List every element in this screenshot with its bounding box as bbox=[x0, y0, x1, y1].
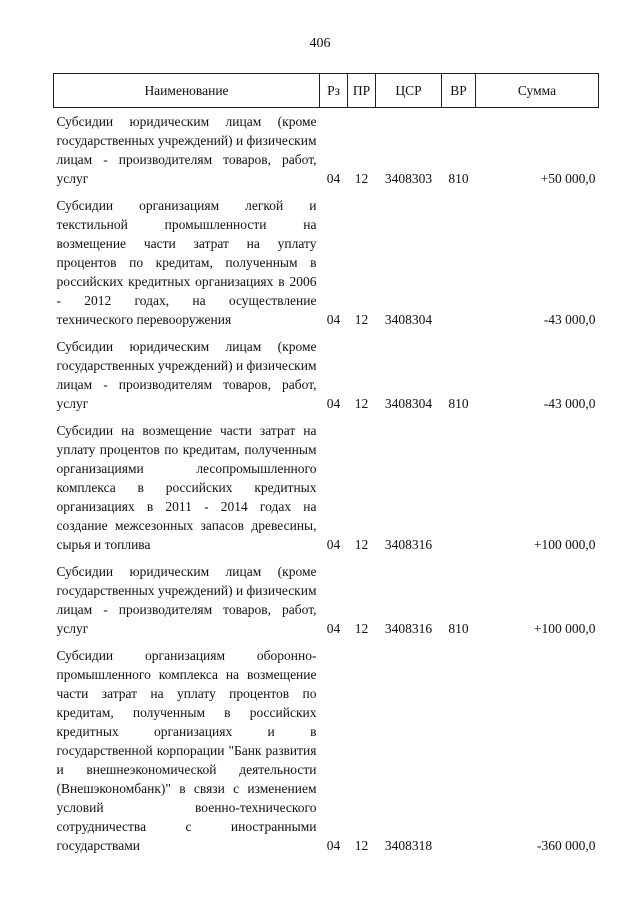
row-pr: 12 bbox=[354, 537, 369, 552]
row-sum: -43 000,0 bbox=[543, 396, 596, 411]
table-row bbox=[54, 417, 599, 558]
row-name: Субсидии на возмещение части затрат на уплату процентов по кредитам, полученным организациями лесопромышленного комплекса в российских кредитных организациях в 2011 - 2014 годах на создание межсезонных запасов древесины, сырья и топлива bbox=[56, 423, 317, 552]
table-row bbox=[54, 642, 599, 859]
header-pr: ПР bbox=[348, 74, 376, 108]
table-row bbox=[54, 192, 599, 333]
row-csr: 3408304 bbox=[384, 396, 433, 411]
row-name: Субсидии юридическим лицам (кроме государственных учреждений) и физическим лицам - производителям товаров, работ, услуг bbox=[56, 114, 317, 186]
row-rz: 04 bbox=[326, 396, 341, 411]
row-name: Субсидии юридическим лицам (кроме государственных учреждений) и физическим лицам - производителям товаров, работ, услуг bbox=[56, 339, 317, 411]
table-row bbox=[54, 558, 599, 642]
row-sum: +100 000,0 bbox=[533, 621, 596, 636]
table-row bbox=[54, 333, 599, 417]
header-csr: ЦСР bbox=[376, 74, 442, 108]
header-name: Наименование bbox=[54, 74, 320, 108]
row-vr: 810 bbox=[448, 621, 469, 636]
row-rz: 04 bbox=[326, 312, 341, 327]
row-csr: 3408318 bbox=[384, 838, 433, 853]
budget-table bbox=[53, 73, 599, 859]
row-pr: 12 bbox=[354, 838, 369, 853]
row-sum: -360 000,0 bbox=[537, 838, 596, 853]
row-sum: +100 000,0 bbox=[533, 537, 596, 552]
row-name: Субсидии организациям оборонно-промышленного комплекса на возмещение части затрат на уплату процентов по кредитам, полученным в российских кредитных организациях и в государственной корпорации "Банк развития и внешнеэкономической деятельности (Внешэкономбанк)" в связи с изменением условий военно-технического сотрудничества с иностранными государствами bbox=[56, 648, 317, 853]
row-rz: 04 bbox=[326, 838, 341, 853]
row-sum: -43 000,0 bbox=[543, 312, 596, 327]
page-number: 406 bbox=[309, 36, 331, 51]
row-sum: +50 000,0 bbox=[540, 171, 596, 186]
row-csr: 3408303 bbox=[384, 171, 433, 186]
row-csr: 3408304 bbox=[384, 312, 433, 327]
row-vr: 810 bbox=[448, 396, 469, 411]
row-pr: 12 bbox=[354, 396, 369, 411]
row-name: Субсидии юридическим лицам (кроме государственных учреждений) и физическим лицам - производителям товаров, работ, услуг bbox=[56, 564, 317, 636]
row-vr bbox=[442, 642, 476, 859]
row-vr bbox=[442, 192, 476, 333]
row-pr: 12 bbox=[354, 171, 369, 186]
row-name: Субсидии организациям легкой и текстильной промышленности на возмещение части затрат на уплату процентов по кредитам, полученным в российских кредитных организациях в 2006 - 2012 годах, на осуществление технического перевооружения bbox=[56, 198, 317, 327]
row-rz: 04 bbox=[326, 171, 341, 186]
row-vr: 810 bbox=[448, 171, 469, 186]
row-vr bbox=[442, 417, 476, 558]
row-csr: 3408316 bbox=[384, 537, 433, 552]
header-vr: ВР bbox=[442, 74, 476, 108]
row-csr: 3408316 bbox=[384, 621, 433, 636]
table-row bbox=[54, 108, 599, 193]
row-rz: 04 bbox=[326, 621, 341, 636]
header-rz: Рз bbox=[320, 74, 348, 108]
row-pr: 12 bbox=[354, 312, 369, 327]
table-header-row bbox=[54, 74, 599, 108]
row-rz: 04 bbox=[326, 537, 341, 552]
header-sum: Сумма bbox=[476, 74, 599, 108]
row-pr: 12 bbox=[354, 621, 369, 636]
